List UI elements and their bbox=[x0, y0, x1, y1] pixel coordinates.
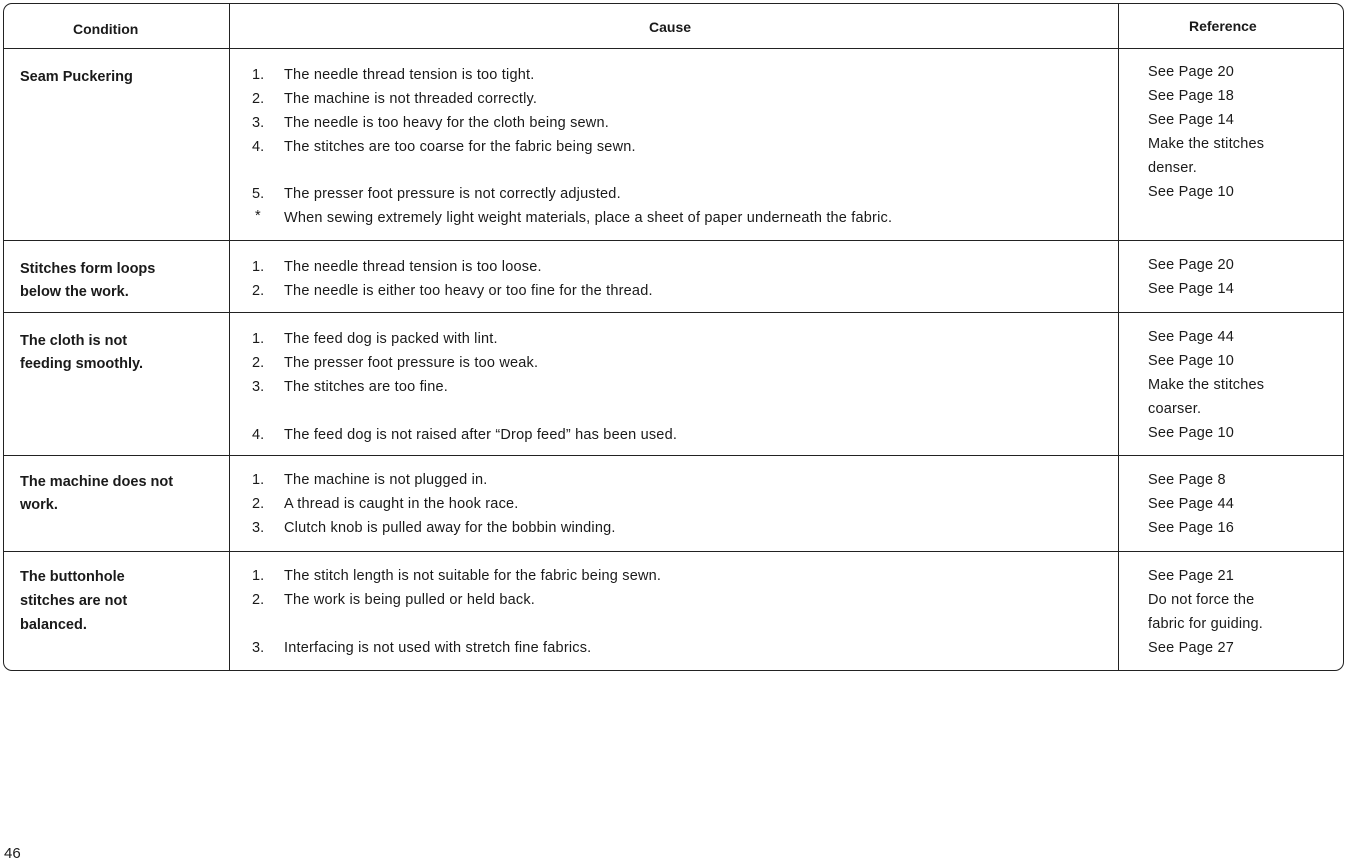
cause-number: 2. bbox=[252, 496, 265, 512]
cause-number: 1. bbox=[252, 568, 265, 584]
cause-text: Interfacing is not used with stretch fine fabrics. bbox=[284, 640, 592, 656]
reference-text: Do not force the bbox=[1148, 592, 1255, 608]
cause-number: 1. bbox=[252, 67, 265, 83]
cause-text: The stitches are too coarse for the fabric being sewn. bbox=[284, 139, 636, 155]
column-divider bbox=[229, 4, 230, 670]
cause-text: The stitch length is not suitable for the fabric being sewn. bbox=[284, 568, 662, 584]
cause-text: A thread is caught in the hook race. bbox=[284, 496, 519, 512]
reference-text: See Page 21 bbox=[1148, 568, 1235, 584]
cause-number: 2. bbox=[252, 355, 265, 371]
reference-text: See Page 14 bbox=[1148, 281, 1235, 297]
reference-text: Make the stitches bbox=[1148, 377, 1265, 393]
cause-number: 1. bbox=[252, 331, 265, 347]
condition-label: balanced. bbox=[20, 617, 87, 633]
condition-label: The cloth is not bbox=[20, 333, 128, 349]
condition-label: Stitches form loops bbox=[20, 261, 156, 277]
cause-number: 3. bbox=[252, 379, 265, 395]
condition-label: work. bbox=[20, 497, 58, 513]
cause-number: 1. bbox=[252, 472, 265, 488]
header-condition: Condition bbox=[73, 21, 139, 37]
header-cause: Cause bbox=[649, 19, 692, 35]
reference-text: See Page 20 bbox=[1148, 64, 1235, 80]
troubleshooting-table bbox=[3, 3, 1344, 671]
cause-number: 3. bbox=[252, 640, 265, 656]
cause-number: 3. bbox=[252, 520, 265, 536]
reference-text: See Page 14 bbox=[1148, 112, 1235, 128]
cause-text: The presser foot pressure is too weak. bbox=[284, 355, 539, 371]
cause-number: 3. bbox=[252, 115, 265, 131]
reference-text: See Page 10 bbox=[1148, 425, 1235, 441]
condition-label: stitches are not bbox=[20, 593, 128, 609]
reference-text: See Page 8 bbox=[1148, 472, 1226, 488]
cause-asterisk: * bbox=[255, 208, 261, 224]
row-divider bbox=[4, 312, 1343, 313]
cause-text: The machine is not threaded correctly. bbox=[284, 91, 538, 107]
reference-text: See Page 18 bbox=[1148, 88, 1235, 104]
row-divider bbox=[4, 455, 1343, 456]
cause-number: 4. bbox=[252, 139, 265, 155]
cause-text: The presser foot pressure is not correctly adjusted. bbox=[284, 186, 621, 202]
cause-number: 2. bbox=[252, 592, 265, 608]
reference-text: See Page 10 bbox=[1148, 184, 1235, 200]
cause-text: The needle is too heavy for the cloth being sewn. bbox=[284, 115, 609, 131]
header-divider bbox=[4, 48, 1343, 49]
cause-number: 5. bbox=[252, 186, 265, 202]
cause-number: 1. bbox=[252, 259, 265, 275]
reference-text: denser. bbox=[1148, 160, 1197, 176]
cause-text: The feed dog is packed with lint. bbox=[284, 331, 498, 347]
cause-number: 2. bbox=[252, 91, 265, 107]
cause-text: The stitches are too fine. bbox=[284, 379, 448, 395]
cause-text: The needle is either too heavy or too fine for the thread. bbox=[284, 283, 653, 299]
reference-text: See Page 16 bbox=[1148, 520, 1235, 536]
cause-number: 2. bbox=[252, 283, 265, 299]
reference-text: See Page 27 bbox=[1148, 640, 1235, 656]
cause-text: The feed dog is not raised after “Drop feed” has been used. bbox=[284, 427, 678, 443]
cause-number: 4. bbox=[252, 427, 265, 443]
reference-text: See Page 20 bbox=[1148, 257, 1235, 273]
reference-text: coarser. bbox=[1148, 401, 1202, 417]
column-divider bbox=[1118, 4, 1119, 670]
condition-label: The buttonhole bbox=[20, 569, 125, 585]
cause-text: The needle thread tension is too loose. bbox=[284, 259, 542, 275]
cause-text: The work is being pulled or held back. bbox=[284, 592, 536, 608]
header-reference: Reference bbox=[1189, 18, 1257, 34]
reference-text: See Page 44 bbox=[1148, 496, 1235, 512]
cause-text: Clutch knob is pulled away for the bobbin winding. bbox=[284, 520, 616, 536]
condition-label: The machine does not bbox=[20, 474, 174, 490]
row-divider bbox=[4, 551, 1343, 552]
cause-text: The machine is not plugged in. bbox=[284, 472, 488, 488]
reference-text: fabric for guiding. bbox=[1148, 616, 1264, 632]
reference-text: Make the stitches bbox=[1148, 136, 1265, 152]
condition-label: Seam Puckering bbox=[20, 69, 133, 85]
reference-text: See Page 10 bbox=[1148, 353, 1235, 369]
page-number: 46 bbox=[4, 845, 21, 862]
cause-text: The needle thread tension is too tight. bbox=[284, 67, 535, 83]
cause-text: When sewing extremely light weight materials, place a sheet of paper underneath the fabric. bbox=[284, 210, 893, 226]
condition-label: feeding smoothly. bbox=[20, 356, 143, 372]
reference-text: See Page 44 bbox=[1148, 329, 1235, 345]
condition-label: below the work. bbox=[20, 284, 129, 300]
row-divider bbox=[4, 240, 1343, 241]
